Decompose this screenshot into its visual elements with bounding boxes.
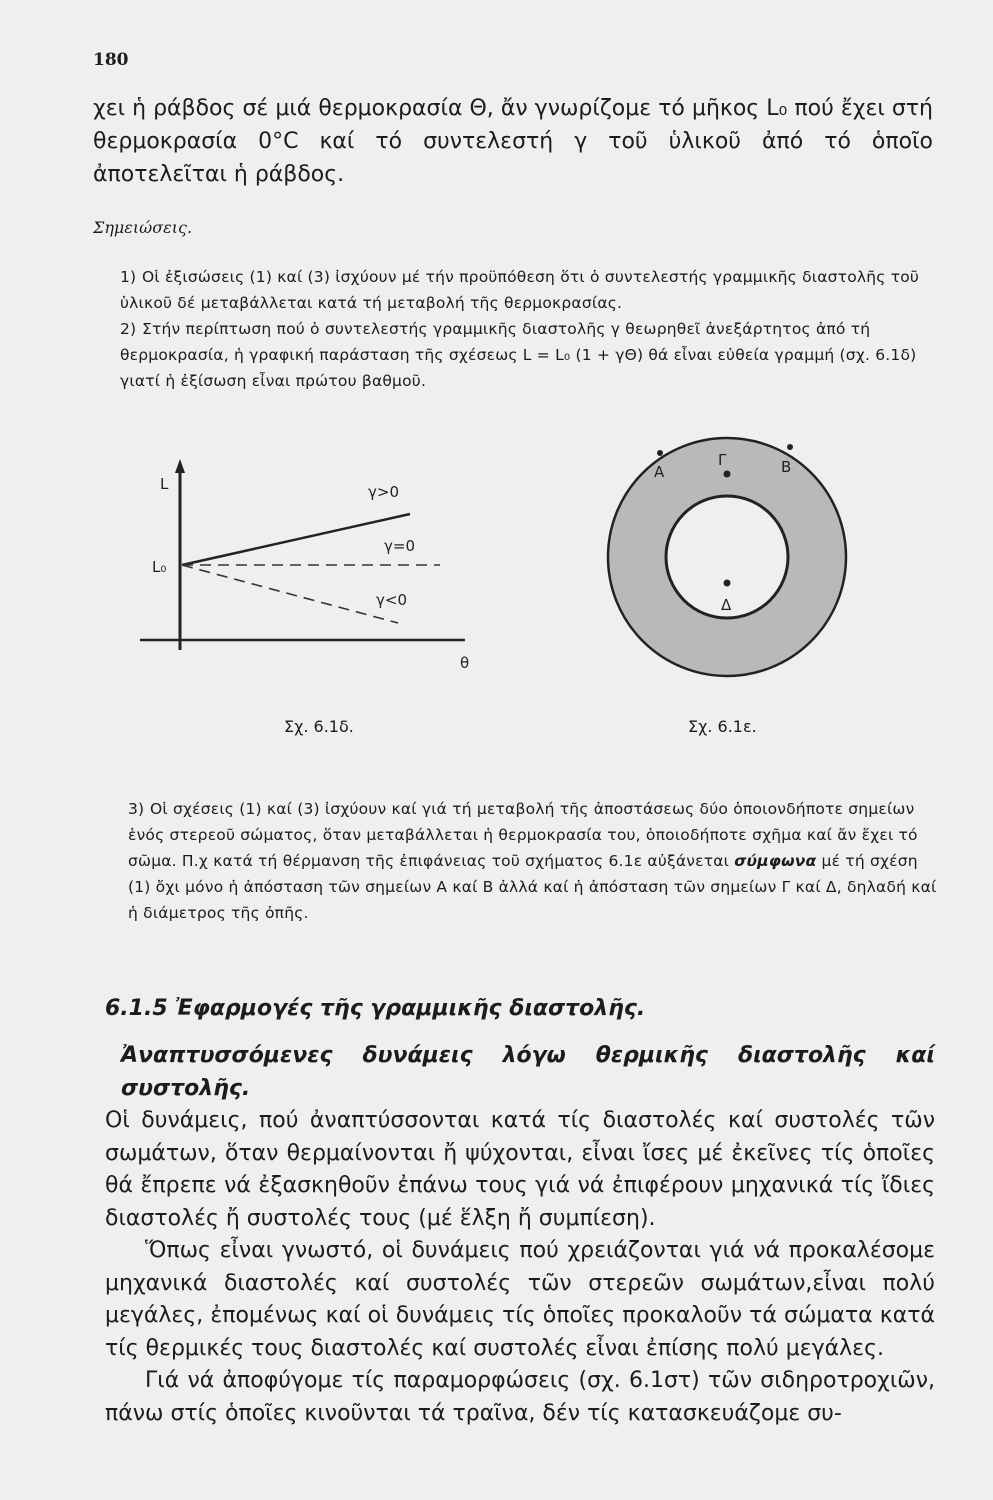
y0-label: L₀ [152, 558, 167, 576]
note-number: 2) [120, 320, 137, 338]
paragraph-1: Οἱ δυνάμεις, πού ἀναπτύσσονται κατά τίς διαστολές καί συστολές τῶν σωμάτων, ὅταν θερμαίνονται ἤ ψύχονται, εἶναι ἴσες μέ ἐκεῖνες τίς ὁποῖες θά ἔπρεπε νά ἐξασκηθοῦν ἐπάνω τους γιά νά ἐπιφέρουν μηχανικά τίς ἴδιες διαστολές ἤ συστολές τους (μέ ἕλξη ἤ συμπίεση). [105, 1108, 935, 1231]
caption-figure-6-1d: Σχ. 6.1δ. [284, 717, 354, 736]
label-gamma-negative: γ<0 [376, 591, 407, 609]
y-axis-arrow [175, 459, 185, 473]
note-1 [120, 264, 935, 316]
intro-paragraph: χει ἡ ράβδος σέ μιά θερμοκρασία Θ, ἄν γνωρίζομε τό μῆκος L₀ πού ἔχει στή θερμοκρασία 0°C καί τό συντελεστή γ τοῦ ὑλικοῦ ἀπό τό ὁποῖο ἀποτελεῖται ἡ ράβδος. [93, 96, 933, 187]
line-gamma-negative [182, 565, 398, 623]
note-text-part-2: μέ τή σχέση (1) ὄχι μόνο ἡ ἀπόσταση τῶν σημείων Α καί Β ἀλλά καί ἡ ἀπόσταση τῶν σημείων Γ καί Δ, δηλαδή καί ἡ διάμετρος τῆς ὀπῆς. [128, 852, 937, 922]
subsection-title: Ἀναπτυσσόμενες δυνάμεις λόγω θερμικῆς διαστολῆς καί συστολῆς. [121, 1043, 935, 1101]
note-emphasis: σύμφωνα [734, 852, 817, 870]
note-text: Οἱ ἐξισώσεις (1) καί (3) ἰσχύουν μέ τήν προϋπόθεση ὅτι ὁ συντελεστής γραμμικῆς διαστολῆς τοῦ ὑλικοῦ δέ μεταβάλλεται κατά τή μεταβολή τῆς θερμοκρασίας. [120, 268, 920, 312]
point-a-dot [657, 450, 663, 456]
label-gamma-positive: γ>0 [368, 483, 399, 501]
caption-figure-6-1e: Σχ. 6.1ε. [688, 717, 757, 736]
note-number: 3) [128, 800, 145, 818]
point-a-label: Α [654, 463, 665, 481]
figure-6-1d-graph [130, 455, 490, 685]
label-gamma-zero: γ=0 [384, 537, 415, 555]
note-number: 1) [120, 268, 137, 286]
page-number: 180 [93, 50, 129, 70]
point-b-label: Β [781, 458, 792, 476]
paragraph-3: Γιά νά ἀποφύγομε τίς παραμορφώσεις (σχ. 6.1στ) τῶν σιδηροτροχιῶν, πάνω στίς ὁποῖες κινοῦνται τά τραῖνα, δέν τίς κατασκευάζομε συ- [105, 1368, 935, 1426]
point-g-dot [724, 471, 731, 478]
x-axis-label: θ [460, 654, 470, 672]
notes-heading: Σημειώσεις. [93, 218, 193, 237]
section-title: 6.1.5 Ἐφαρμογές τῆς γραμμικῆς διαστολῆς. [105, 996, 646, 1021]
body-text [105, 1040, 935, 1430]
note-2 [120, 316, 935, 394]
point-g-label: Γ [718, 451, 727, 469]
point-d-label: Δ [721, 596, 732, 614]
note-text: Στήν περίπτωση πού ὁ συντελεστής γραμμικῆς διαστολῆς γ θεωρηθεῖ ἀνεξάρτητος ἀπό τή θερμοκρασία, ἡ γραφική παράσταση τῆς σχέσεως L = L₀ (1 + γΘ) θά εἶναι εὐθεία γραμμή (σχ. 6.1δ) γιατί ἡ ἐξίσωση εἶναι πρώτου βαθμοῦ. [120, 320, 917, 390]
y-axis-label: L [160, 475, 169, 493]
paragraph-2: Ὅπως εἶναι γνωστό, οἱ δυνάμεις πού χρειάζονται γιά νά προκαλέσομε μηχανικά διαστολές καί συστολές τῶν στερεῶν σωμάτων,εἶναι πολύ μεγάλες, ἐπομένως καί οἱ δυνάμεις τίς ὁποῖες προκαλοῦν τά σώματα κατά τίς θερμικές τους διαστολές καί συστολές εἶναι ἐπίσης πολύ μεγάλες. [105, 1238, 935, 1361]
figure-6-1e-ring [600, 430, 860, 690]
note-3 [128, 796, 938, 926]
line-gamma-positive [182, 514, 410, 565]
point-b-dot [787, 444, 793, 450]
point-d-dot [724, 580, 731, 587]
note-text-part-1: Οἱ σχέσεις (1) καί (3) ἰσχύουν καί γιά τή μεταβολή τῆς ἀποστάσεως δύο ὁποιονδήποτε σημείων ἑνός στερεοῦ σώματος, ὅταν μεταβάλλεται ἡ θερμοκρασία του, ὁποιοδήποτε σχῆμα καί ἄν ἔχει τό σῶμα. Π.χ κατά τή θέρμανση τῆς ἐπιφάνειας τοῦ σχήματος 6.1ε αὐξάνεται [128, 800, 918, 870]
